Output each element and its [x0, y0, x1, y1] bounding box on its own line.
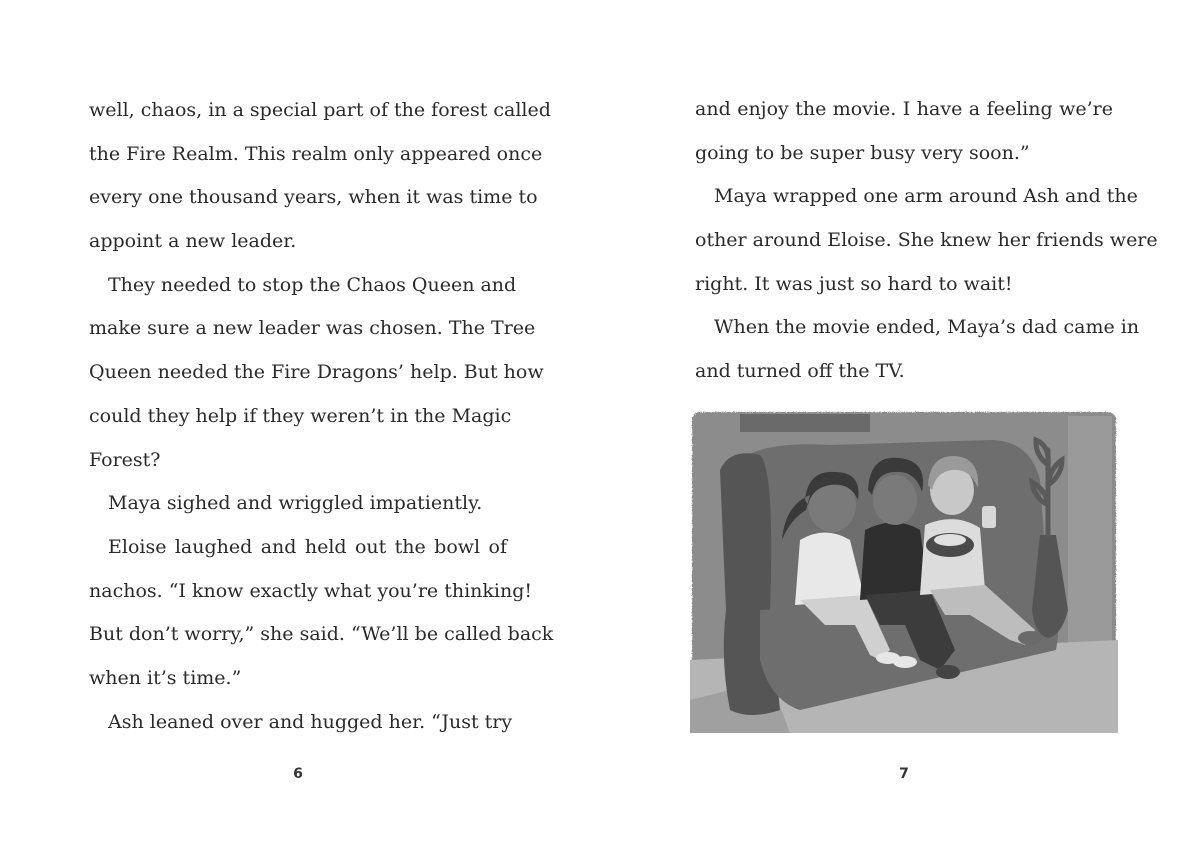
page-number-left: 6	[293, 766, 303, 782]
text-line: Eloise laughed and held out the bowl of	[108, 535, 507, 558]
text-line: But don’t worry,” she said. “We’ll be called back	[89, 623, 554, 646]
text-line: Ash leaned over and hugged her. “Just try	[108, 710, 513, 733]
text-line: well, chaos, in a special part of the forest called	[89, 99, 551, 121]
text-line: going to be super busy very soon.”	[695, 141, 1030, 164]
text-line: Forest?	[89, 448, 161, 471]
text-line: When the movie ended, Maya’s dad came in	[714, 316, 1140, 339]
text-line: They needed to stop the Chaos Queen and	[108, 273, 517, 296]
text-line: when it’s time.”	[89, 666, 242, 689]
text-line: and enjoy the movie. I have a feeling we’re	[695, 98, 1113, 120]
right-page	[600, 0, 1200, 857]
text-line: Maya wrapped one arm around Ash and the	[714, 185, 1138, 208]
illustration-kids-on-couch	[690, 410, 1118, 733]
text-line: right. It was just so hard to wait!	[695, 272, 1013, 295]
text-line: the Fire Realm. This realm only appeared once	[89, 142, 543, 165]
right-page-text	[695, 88, 1158, 394]
page-number-right: 7	[899, 766, 909, 782]
text-line: make sure a new leader was chosen. The Tree	[89, 317, 536, 340]
text-line: could they help if they weren’t in the Magic	[89, 404, 512, 427]
text-line: appoint a new leader.	[89, 230, 297, 253]
text-line: and turned off the TV.	[695, 360, 905, 383]
text-line: other around Eloise. She knew her friends were	[695, 229, 1158, 252]
text-line: Maya sighed and wriggled impatiently.	[108, 492, 483, 515]
left-page-text	[89, 89, 554, 744]
text-line: Queen needed the Fire Dragons’ help. But how	[89, 361, 544, 384]
text-line: every one thousand years, when it was time to	[89, 186, 538, 209]
text-line: nachos. “I know exactly what you’re thinking!	[89, 579, 533, 602]
